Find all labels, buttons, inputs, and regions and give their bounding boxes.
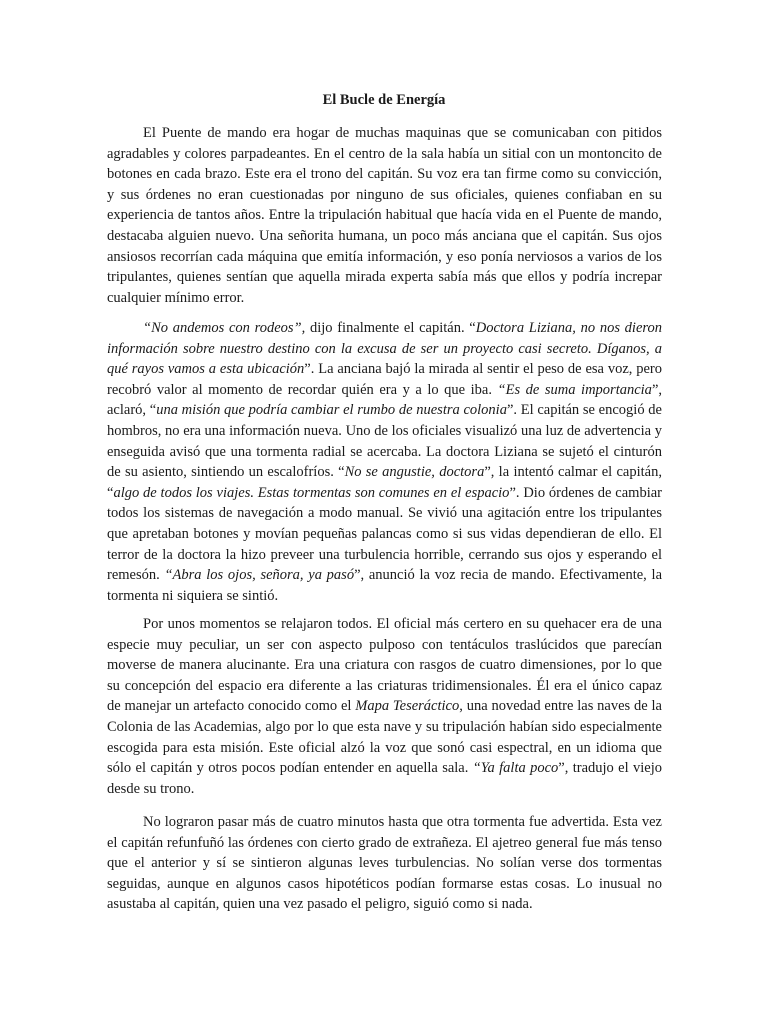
paragraph-text: [107, 614, 662, 799]
text-run: ”, aclaró, “: [107, 381, 662, 419]
text-run: ”. La anciana bajó la mirada al sentir el peso de esa voz, pero recobró valor al momento de recordar quién era y a lo que iba.: [107, 361, 663, 398]
document-title: El Bucle de Energía: [322, 92, 446, 108]
text-run: , una novedad entre las naves de la Colonia de las Academias, algo por lo que esta nave y su tripulación habían sido especialmente escogida para esta misión. Este oficial alzó la voz que sonó casi espectral, en un idioma que sólo el capitán y otros pocos podían entender en aquella sala.: [107, 698, 662, 777]
text-run: ”. Dio órdenes de cambiar todos los sistemas de navegación a modo manual. Se vivió una agitación entre los tripulantes que apretaban botones y movían pequeñas palancas como si sus vidas dependieran de ello. El terror de la doctora la hizo preveer una turbulencia horrible, cerrando sus ojos y esperando el remesón.: [107, 484, 662, 584]
paragraph-text: [107, 123, 662, 308]
paragraph-text: [107, 812, 662, 915]
paragraph-text: [107, 318, 662, 606]
italic-run: Doctora Liziana, no nos dieron información sobre nuestro destino con la excusa de ser un proyecto casi secreto. Díganos, a qué rayos vamos a esta ubicación: [107, 320, 662, 378]
italic-run: “Abra los ojos, señora, ya pasó: [164, 567, 355, 584]
text-run: No lograron pasar más de cuatro minutos hasta que otra tormenta fue advertida. Esta vez el capitán refunfuñó las órdenes con cierto grado de extrañeza. El ajetreo general fue más tenso que el anterior y sí se sintieron algunas leves turbulencias. No solían verse dos tormentas seguidas, aunque en algunos casos hipotéticos podían formarse estas cosas. Lo inusual no asustaba al capitán, quien una vez pasado el peligro, siguió como si nada.: [107, 814, 662, 913]
text-run: ”, tradujo el viejo desde su trono.: [107, 760, 662, 797]
italic-run: No se angustie, doctora: [344, 464, 485, 481]
italic-run: una misión que podría cambiar el rumbo de nuestra colonia: [156, 402, 507, 419]
text-run: Por unos momentos se relajaron todos. El oficial más certero en su quehacer era de una especie muy peculiar, un ser con aspecto pulposo con tentáculos traslúcidos que parecían moverse de manera alucinante. Era una criatura con rasgos de cuatro dimensiones, por lo que su concepción del espacio era diferente a las criaturas tridimensionales. Él era el único capaz de manejar un artefacto conocido como el: [107, 616, 662, 715]
paragraph-4: [107, 812, 662, 915]
italic-run: “No andemos con rodeos”,: [143, 320, 306, 336]
text-run: dijo finalmente el capitán. “: [305, 320, 476, 336]
text-run: ”, anunció la voz recia de mando. Efectivamente, la tormenta ni siquiera se sintió.: [107, 567, 663, 604]
italic-run: Mapa Teseráctico: [355, 698, 460, 715]
italic-run: algo de todos los viajes. Estas tormentas son comunes en el espacio: [113, 484, 510, 501]
text-run: ”. El capitán se encogió de hombros, no era una información nueva. Uno de los oficiales visualizó una luz de advertencia y enseguida avisó que una tormenta radial se acercaba. La doctora Liziana se sujetó el cinturón de su asiento, sintiendo un escalofríos. “: [107, 402, 662, 481]
paragraph-1: [107, 123, 662, 308]
italic-run: “Es de suma importancia: [497, 381, 652, 398]
paragraph-2: [107, 318, 662, 606]
text-run: ”, la intentó calmar el capitán, “: [107, 464, 662, 501]
paragraph-3: [107, 614, 662, 799]
italic-run: “Ya falta poco: [472, 760, 559, 777]
text-run: El Puente de mando era hogar de muchas maquinas que se comunicaban con pitidos agradables y colores parpadeantes. En el centro de la sala había un sitial con un montoncito de botones en cada brazo. Este era el trono del capitán. Su voz era tan firme como su convicción, y sus órdenes no eran cuestionadas por ninguno de sus oficiales, quienes confiaban en su experiencia de tantos años. Entre la tripulación habitual que hacía vida en el Puente de mando, destacaba alguien nuevo. Una señorita humana, un poco más anciana que el capitán. Sus ojos ansiosos recorrían cada máquina que emitía información, y eso ponía nerviosos a varios de los tripulantes, quienes sentían que aquella mirada experta sabía más que ellos y podría increpar cualquier mínimo error.: [107, 125, 662, 306]
